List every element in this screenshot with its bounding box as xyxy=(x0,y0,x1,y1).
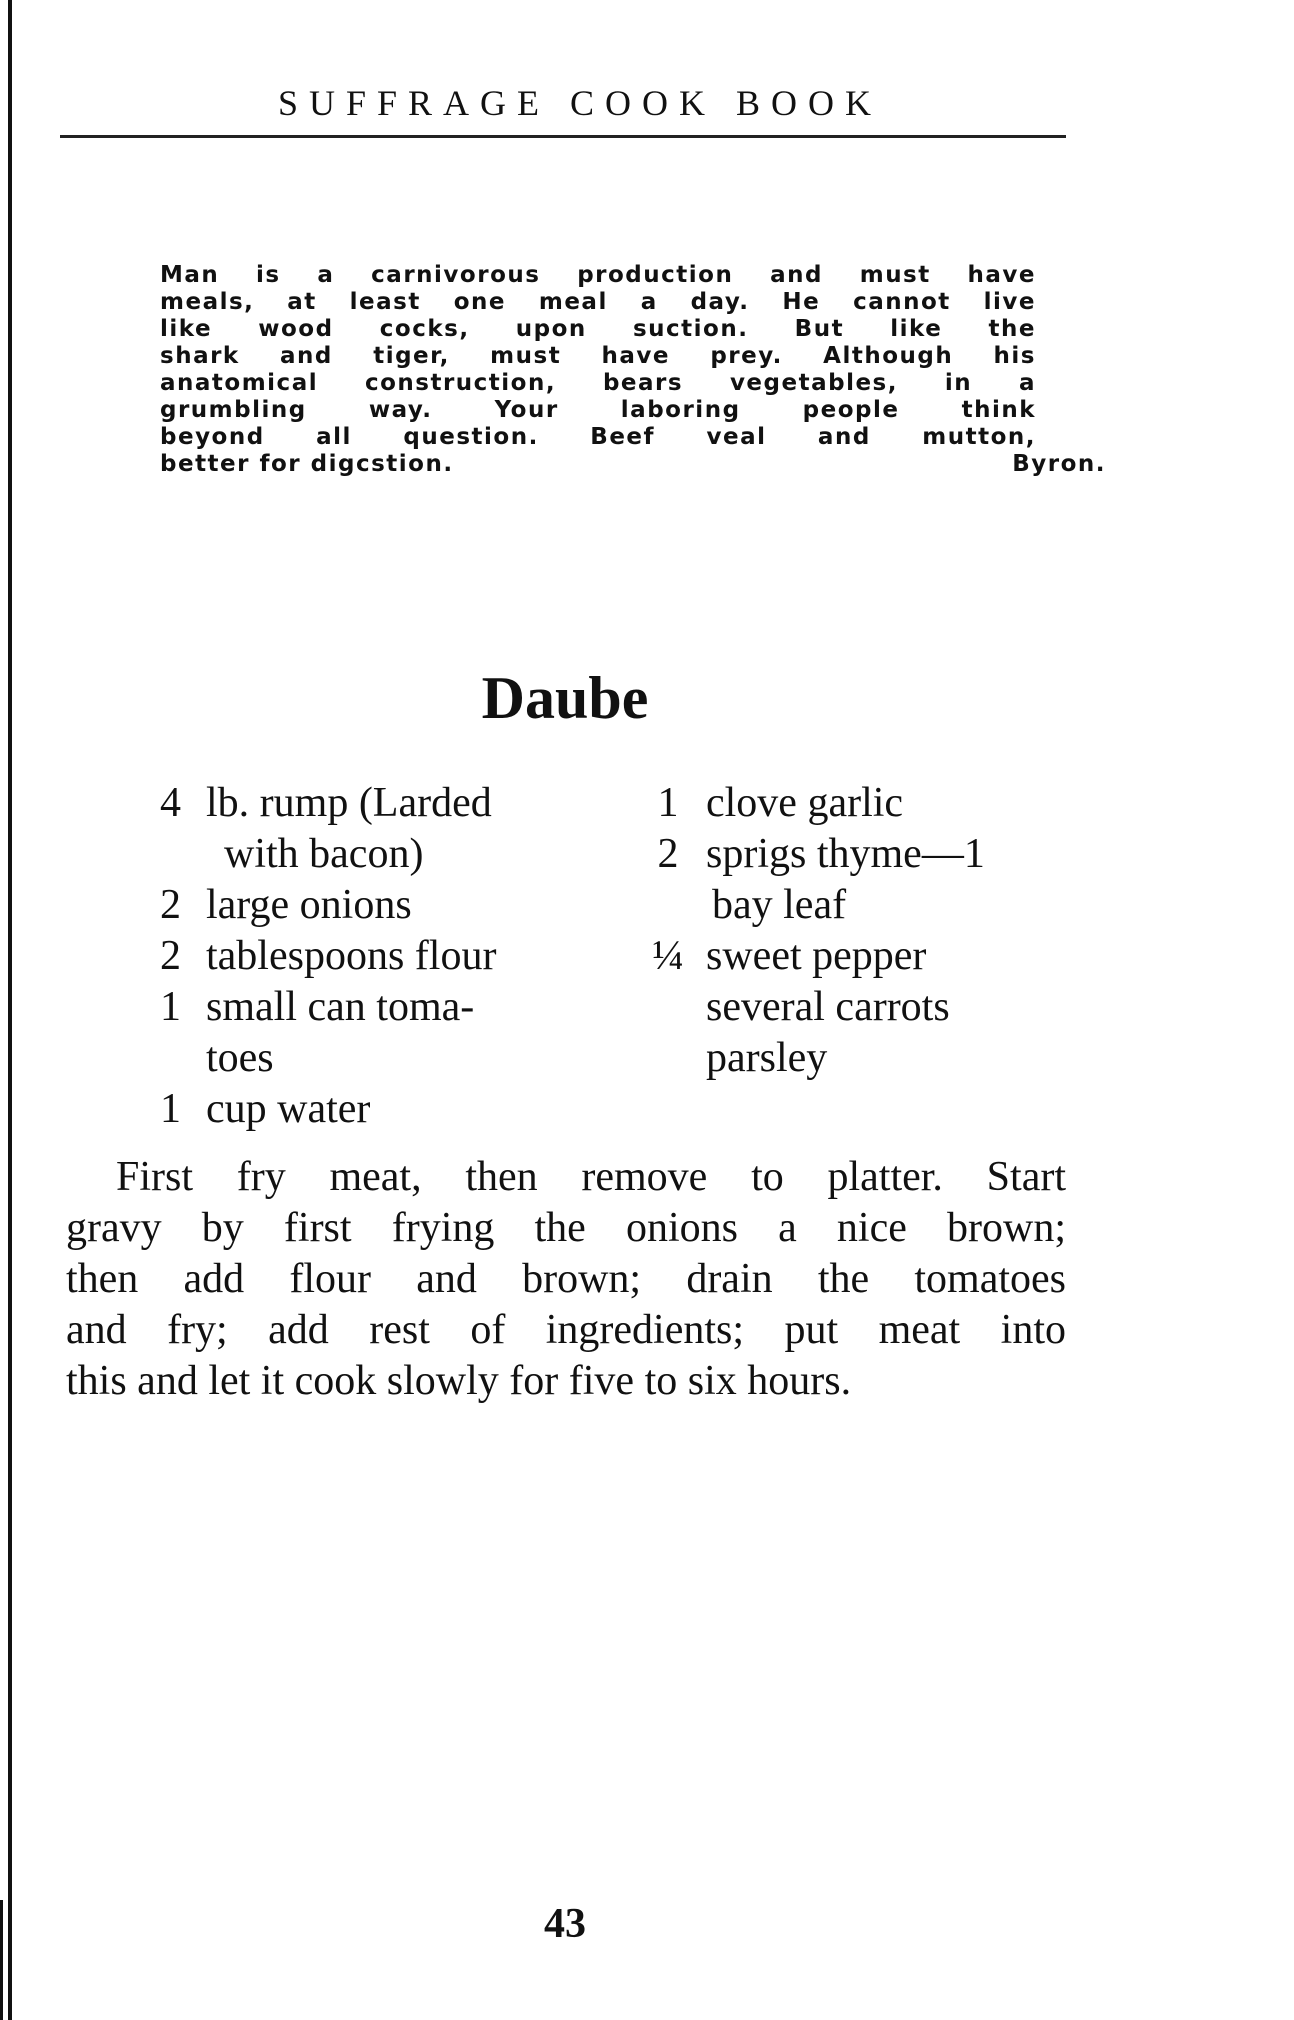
ingredient-qty: 2 xyxy=(160,933,181,979)
ingredient-qty: 1 xyxy=(657,780,679,826)
page-number: 43 xyxy=(544,1901,586,1947)
epigraph-line: grumbling way. Your laboring people think xyxy=(160,397,1036,423)
ingredient-text: parsley xyxy=(706,1035,828,1081)
epigraph-line: shark and tiger, must have prey. Although his xyxy=(160,343,1036,369)
header-rule xyxy=(60,135,1066,138)
method-line: gravy by first frying the onions a nice brown; xyxy=(66,1205,1066,1251)
ingredient-item xyxy=(160,880,600,931)
ingredient-item xyxy=(630,778,1050,829)
ingredient-qty: ¼ xyxy=(652,933,684,979)
ingredient-text: toes xyxy=(206,1035,274,1081)
ingredients-right-column xyxy=(630,778,1050,1084)
epigraph xyxy=(160,262,1106,478)
ingredient-qty: 2 xyxy=(657,831,679,877)
ingredient-item xyxy=(160,778,600,880)
ingredient-text: tablespoons flour xyxy=(206,933,497,979)
ingredient-desc xyxy=(206,982,474,1084)
page-edge-line xyxy=(8,0,12,2020)
recipe-title: Daube xyxy=(481,665,649,731)
ingredient-text: with bacon) xyxy=(224,831,424,877)
ingredient-text: clove garlic xyxy=(706,780,904,826)
epigraph-line: better for digcstion. xyxy=(160,451,454,477)
ingredient-qty xyxy=(630,982,706,1033)
epigraph-line: Man is a carnivorous production and must have xyxy=(160,262,1036,288)
epigraph-line: meals, at least one meal a day. He cannot live xyxy=(160,289,1036,315)
method-line: and fry; add rest of ingredients; put meat into xyxy=(66,1307,1066,1353)
ingredient-qty: 1 xyxy=(160,984,181,1030)
epigraph-attribution: Byron. xyxy=(1012,451,1106,477)
method-line: First fry meat, then remove to platter. Start xyxy=(116,1154,1066,1200)
ingredient-qty xyxy=(630,1033,706,1084)
recipe-method xyxy=(66,1152,1066,1407)
epigraph-line: anatomical construction, bears vegetables, in a xyxy=(160,370,1036,396)
ingredient-text: several carrots xyxy=(706,984,950,1030)
ingredient-qty: 2 xyxy=(160,882,181,928)
method-line: this and let it cook slowly for five to six hours. xyxy=(66,1358,852,1404)
ingredient-desc xyxy=(206,778,492,880)
method-line: then add flour and brown; drain the tomatoes xyxy=(66,1256,1066,1302)
epigraph-line: beyond all question. Beef veal and mutton, xyxy=(160,424,1036,450)
epigraph-line: like wood cocks, upon suction. But like the xyxy=(160,316,1036,342)
ingredient-item xyxy=(630,829,1050,931)
ingredient-item xyxy=(630,1033,1050,1084)
ingredient-item xyxy=(160,1084,600,1135)
ingredient-item xyxy=(160,982,600,1084)
ingredient-text: cup water xyxy=(206,1086,371,1132)
ingredient-qty: 1 xyxy=(160,1086,181,1132)
running-head: SUFFRAGE COOK BOOK xyxy=(277,83,883,123)
ingredient-text: large onions xyxy=(206,882,412,928)
ingredient-text: lb. rump (Larded xyxy=(206,780,492,826)
ingredient-text: sweet pepper xyxy=(706,933,927,979)
ingredient-text: bay leaf xyxy=(712,882,847,928)
ingredient-text: sprigs thyme—1 xyxy=(706,831,985,877)
epigraph-last-line xyxy=(160,451,1106,478)
ingredient-text: small can toma- xyxy=(206,984,475,1030)
ingredients-left-column xyxy=(160,778,600,1135)
ingredient-qty: 4 xyxy=(160,780,181,826)
ingredient-item xyxy=(630,931,1050,982)
ingredient-item xyxy=(160,931,600,982)
ingredient-item xyxy=(630,982,1050,1033)
ingredient-desc xyxy=(706,829,985,931)
